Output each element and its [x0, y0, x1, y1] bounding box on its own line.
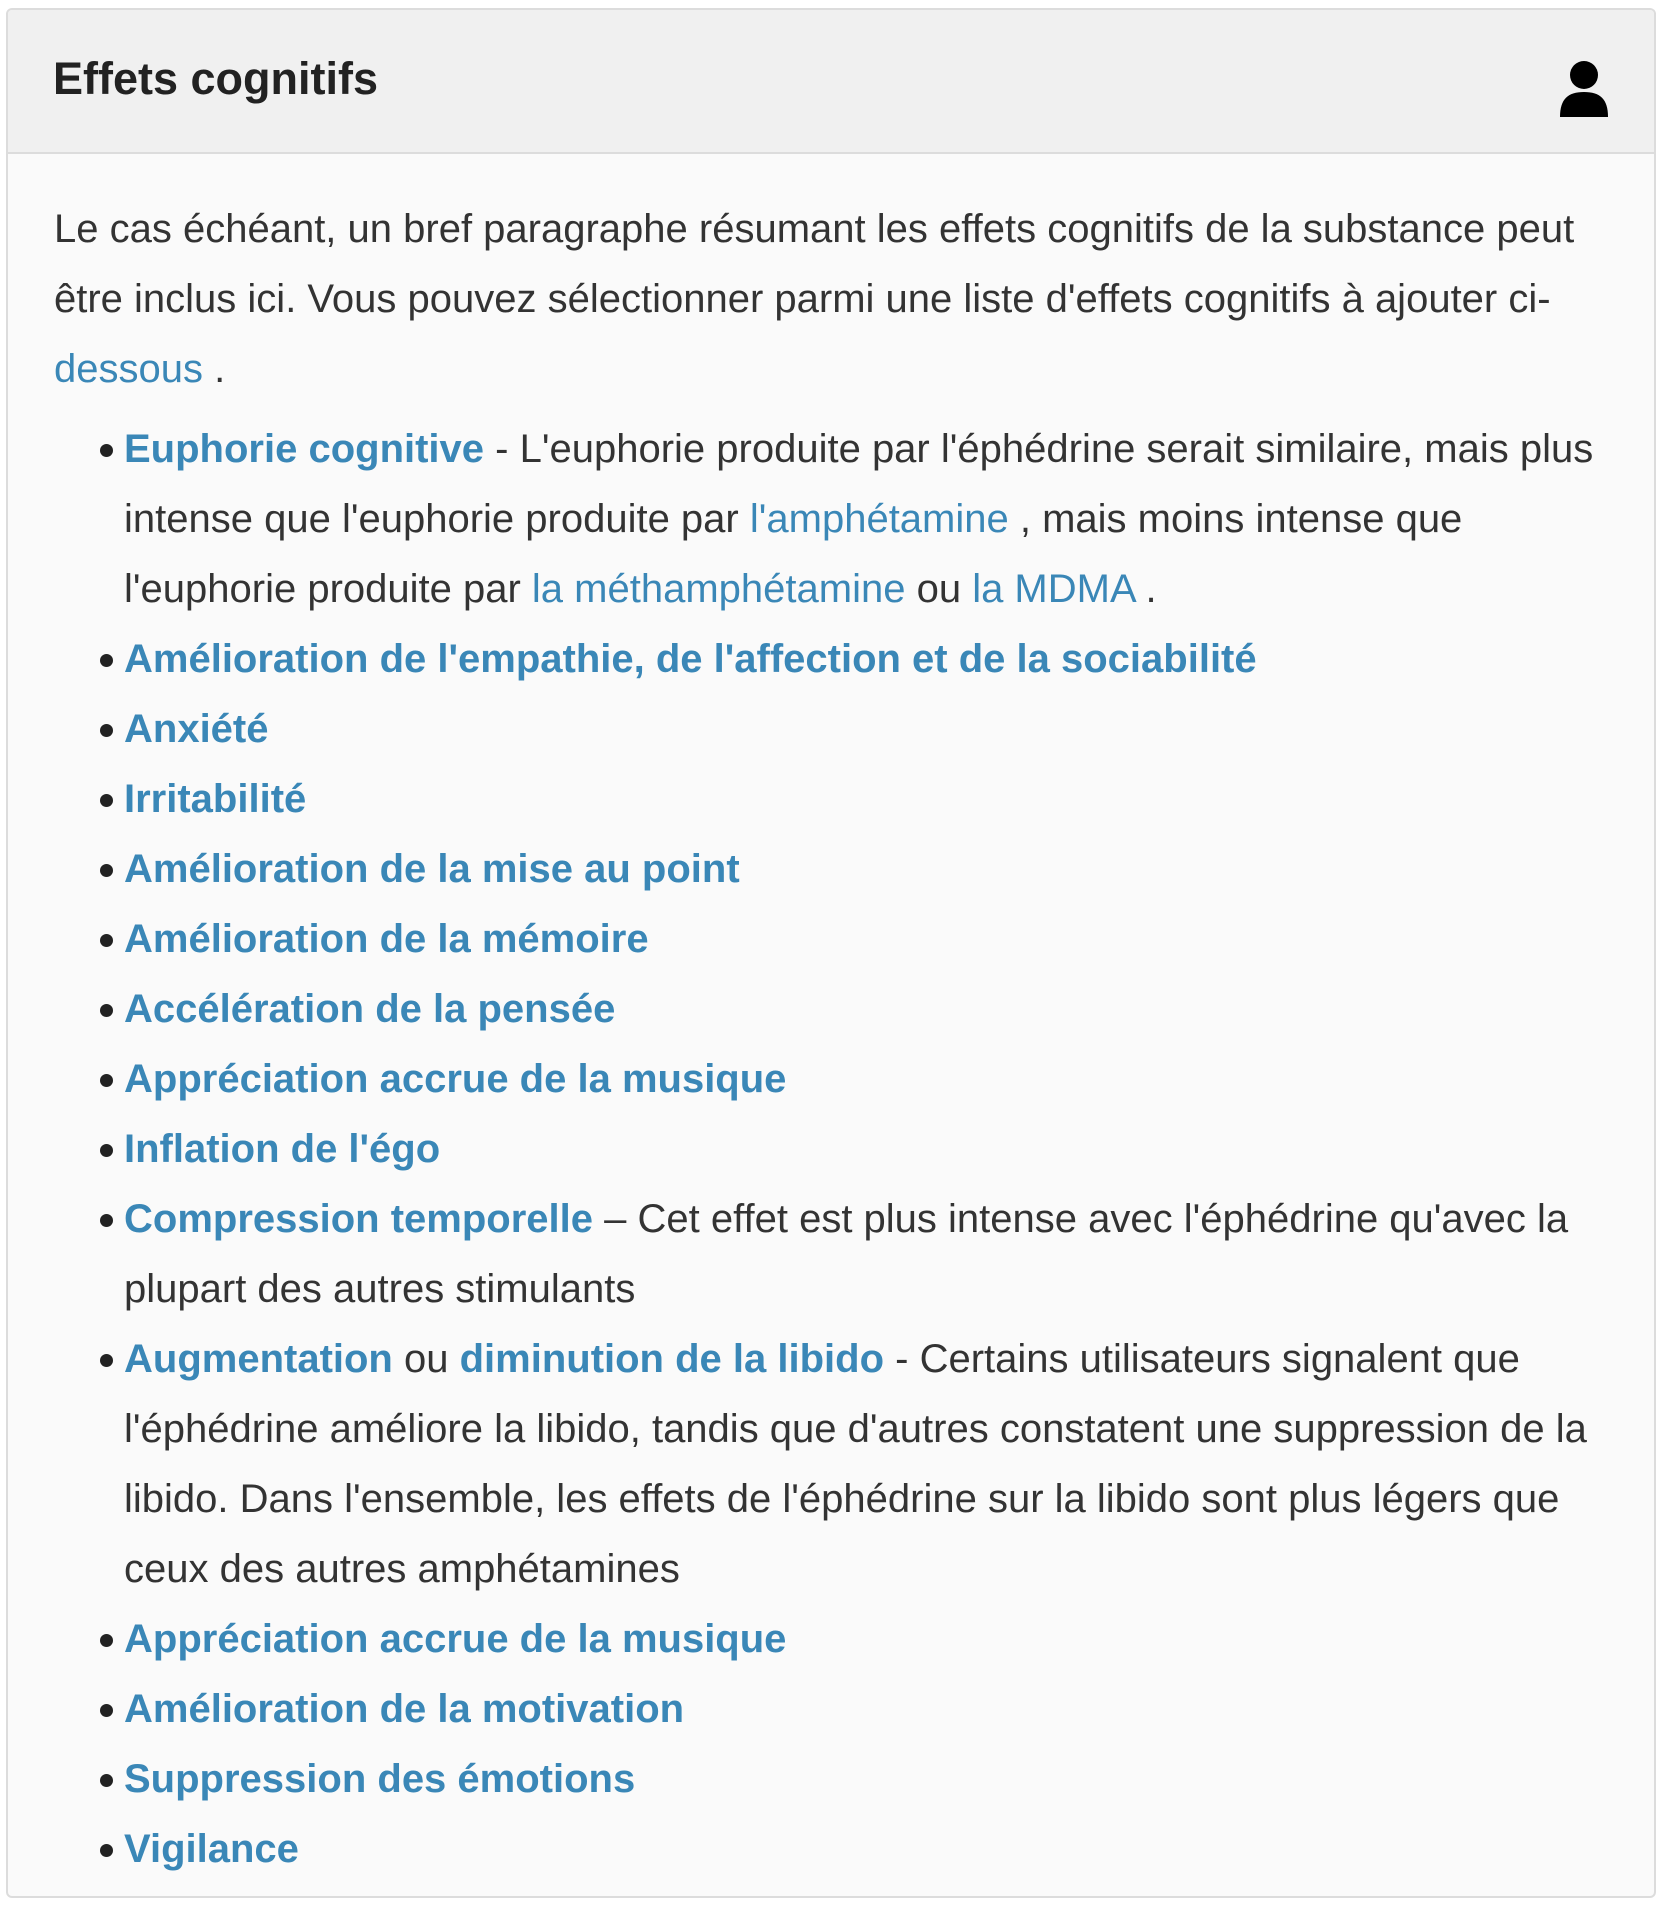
list-item: [124, 1184, 1594, 1324]
effect-description: – Cet effet est plus intense avec l'éphédrine qu'avec la plupart des autres stimulants: [124, 1197, 1569, 1311]
bullet-icon: [100, 1144, 113, 1157]
panel-body: [8, 154, 1654, 1884]
list-item: [124, 1814, 1594, 1884]
bullet-icon: [100, 1354, 113, 1367]
bullet-icon: [100, 934, 113, 947]
list-item: [124, 624, 1594, 694]
effect-link[interactable]: Augmentation: [124, 1337, 393, 1381]
list-item: [124, 1674, 1594, 1744]
bullet-icon: [100, 864, 113, 877]
effect-link[interactable]: Anxiété: [124, 707, 269, 751]
effect-link[interactable]: Amélioration de l'empathie, de l'affection et de la sociabilité: [124, 637, 1257, 681]
cognitive-effects-panel: [6, 8, 1656, 1898]
effect-link[interactable]: Accélération de la pensée: [124, 987, 616, 1031]
effect-link[interactable]: Appréciation accrue de la musique: [124, 1617, 787, 1661]
intro-text: Le cas échéant, un bref paragraphe résumant les effets cognitifs de la substance peut être inclus ici. Vous pouvez sélectionner parmi une liste d'effets cognitifs à ajouter ci-: [54, 207, 1575, 321]
list-item: [124, 1114, 1594, 1184]
list-item: [124, 414, 1594, 624]
effect-link[interactable]: diminution de la libido: [459, 1337, 885, 1381]
effect-description: - L'euphorie produite par l'éphédrine serait similaire, mais plus intense que l'euphorie produite par: [124, 427, 1594, 541]
bullet-icon: [100, 794, 113, 807]
list-item: [124, 1324, 1594, 1604]
effect-link[interactable]: Amélioration de la mémoire: [124, 917, 649, 961]
list-item: [124, 764, 1594, 834]
bullet-icon: [100, 654, 113, 667]
list-item: [124, 1744, 1594, 1814]
effect-description: .: [1134, 567, 1157, 611]
effect-link[interactable]: Suppression des émotions: [124, 1757, 636, 1801]
list-item: [124, 904, 1594, 974]
effect-description: ou: [392, 1337, 460, 1381]
effect-link[interactable]: Amélioration de la motivation: [124, 1687, 685, 1731]
effect-link[interactable]: Compression temporelle: [124, 1197, 594, 1241]
effect-link[interactable]: Irritabilité: [124, 777, 307, 821]
effect-link[interactable]: Vigilance: [124, 1827, 299, 1871]
bullet-icon: [100, 1004, 113, 1017]
user-icon[interactable]: [1558, 59, 1610, 119]
inline-link[interactable]: la MDMA: [972, 567, 1135, 611]
list-item: [124, 834, 1594, 904]
bullet-icon: [100, 1074, 113, 1087]
effect-link[interactable]: Euphorie cognitive: [124, 427, 485, 471]
inline-link[interactable]: l'amphétamine: [749, 497, 1009, 541]
bullet-icon: [100, 1634, 113, 1647]
list-item: [124, 1604, 1594, 1674]
bullet-icon: [100, 1214, 113, 1227]
intro-paragraph: [54, 194, 1594, 404]
effect-description: ou: [905, 567, 973, 611]
effect-description: - Certains utilisateurs signalent que l'éphédrine améliore la libido, tandis que d'autres constatent une suppression de la libido. Dans l'ensemble, les effets de l'éphédrine sur la libido sont plus légers que ceux des autres amphétamines: [124, 1337, 1587, 1591]
bullet-icon: [100, 444, 113, 457]
panel-header: [8, 10, 1654, 154]
panel-title: Effets cognitifs: [53, 53, 379, 104]
intro-end: .: [202, 347, 226, 391]
bullet-icon: [100, 1704, 113, 1717]
bullet-icon: [100, 1844, 113, 1857]
list-item: [124, 694, 1594, 764]
effects-list: [54, 414, 1594, 1884]
list-item: [124, 974, 1594, 1044]
bullet-icon: [100, 1774, 113, 1787]
effect-description: , mais moins intense que l'euphorie produite par: [124, 497, 1463, 611]
effect-link[interactable]: Appréciation accrue de la musique: [124, 1057, 787, 1101]
list-item: [124, 1044, 1594, 1114]
effect-link[interactable]: Amélioration de la mise au point: [124, 847, 740, 891]
effect-link[interactable]: Inflation de l'égo: [124, 1127, 441, 1171]
bullet-icon: [100, 724, 113, 737]
intro-link-dessous[interactable]: dessous: [54, 347, 203, 391]
inline-link[interactable]: la méthamphétamine: [531, 567, 906, 611]
